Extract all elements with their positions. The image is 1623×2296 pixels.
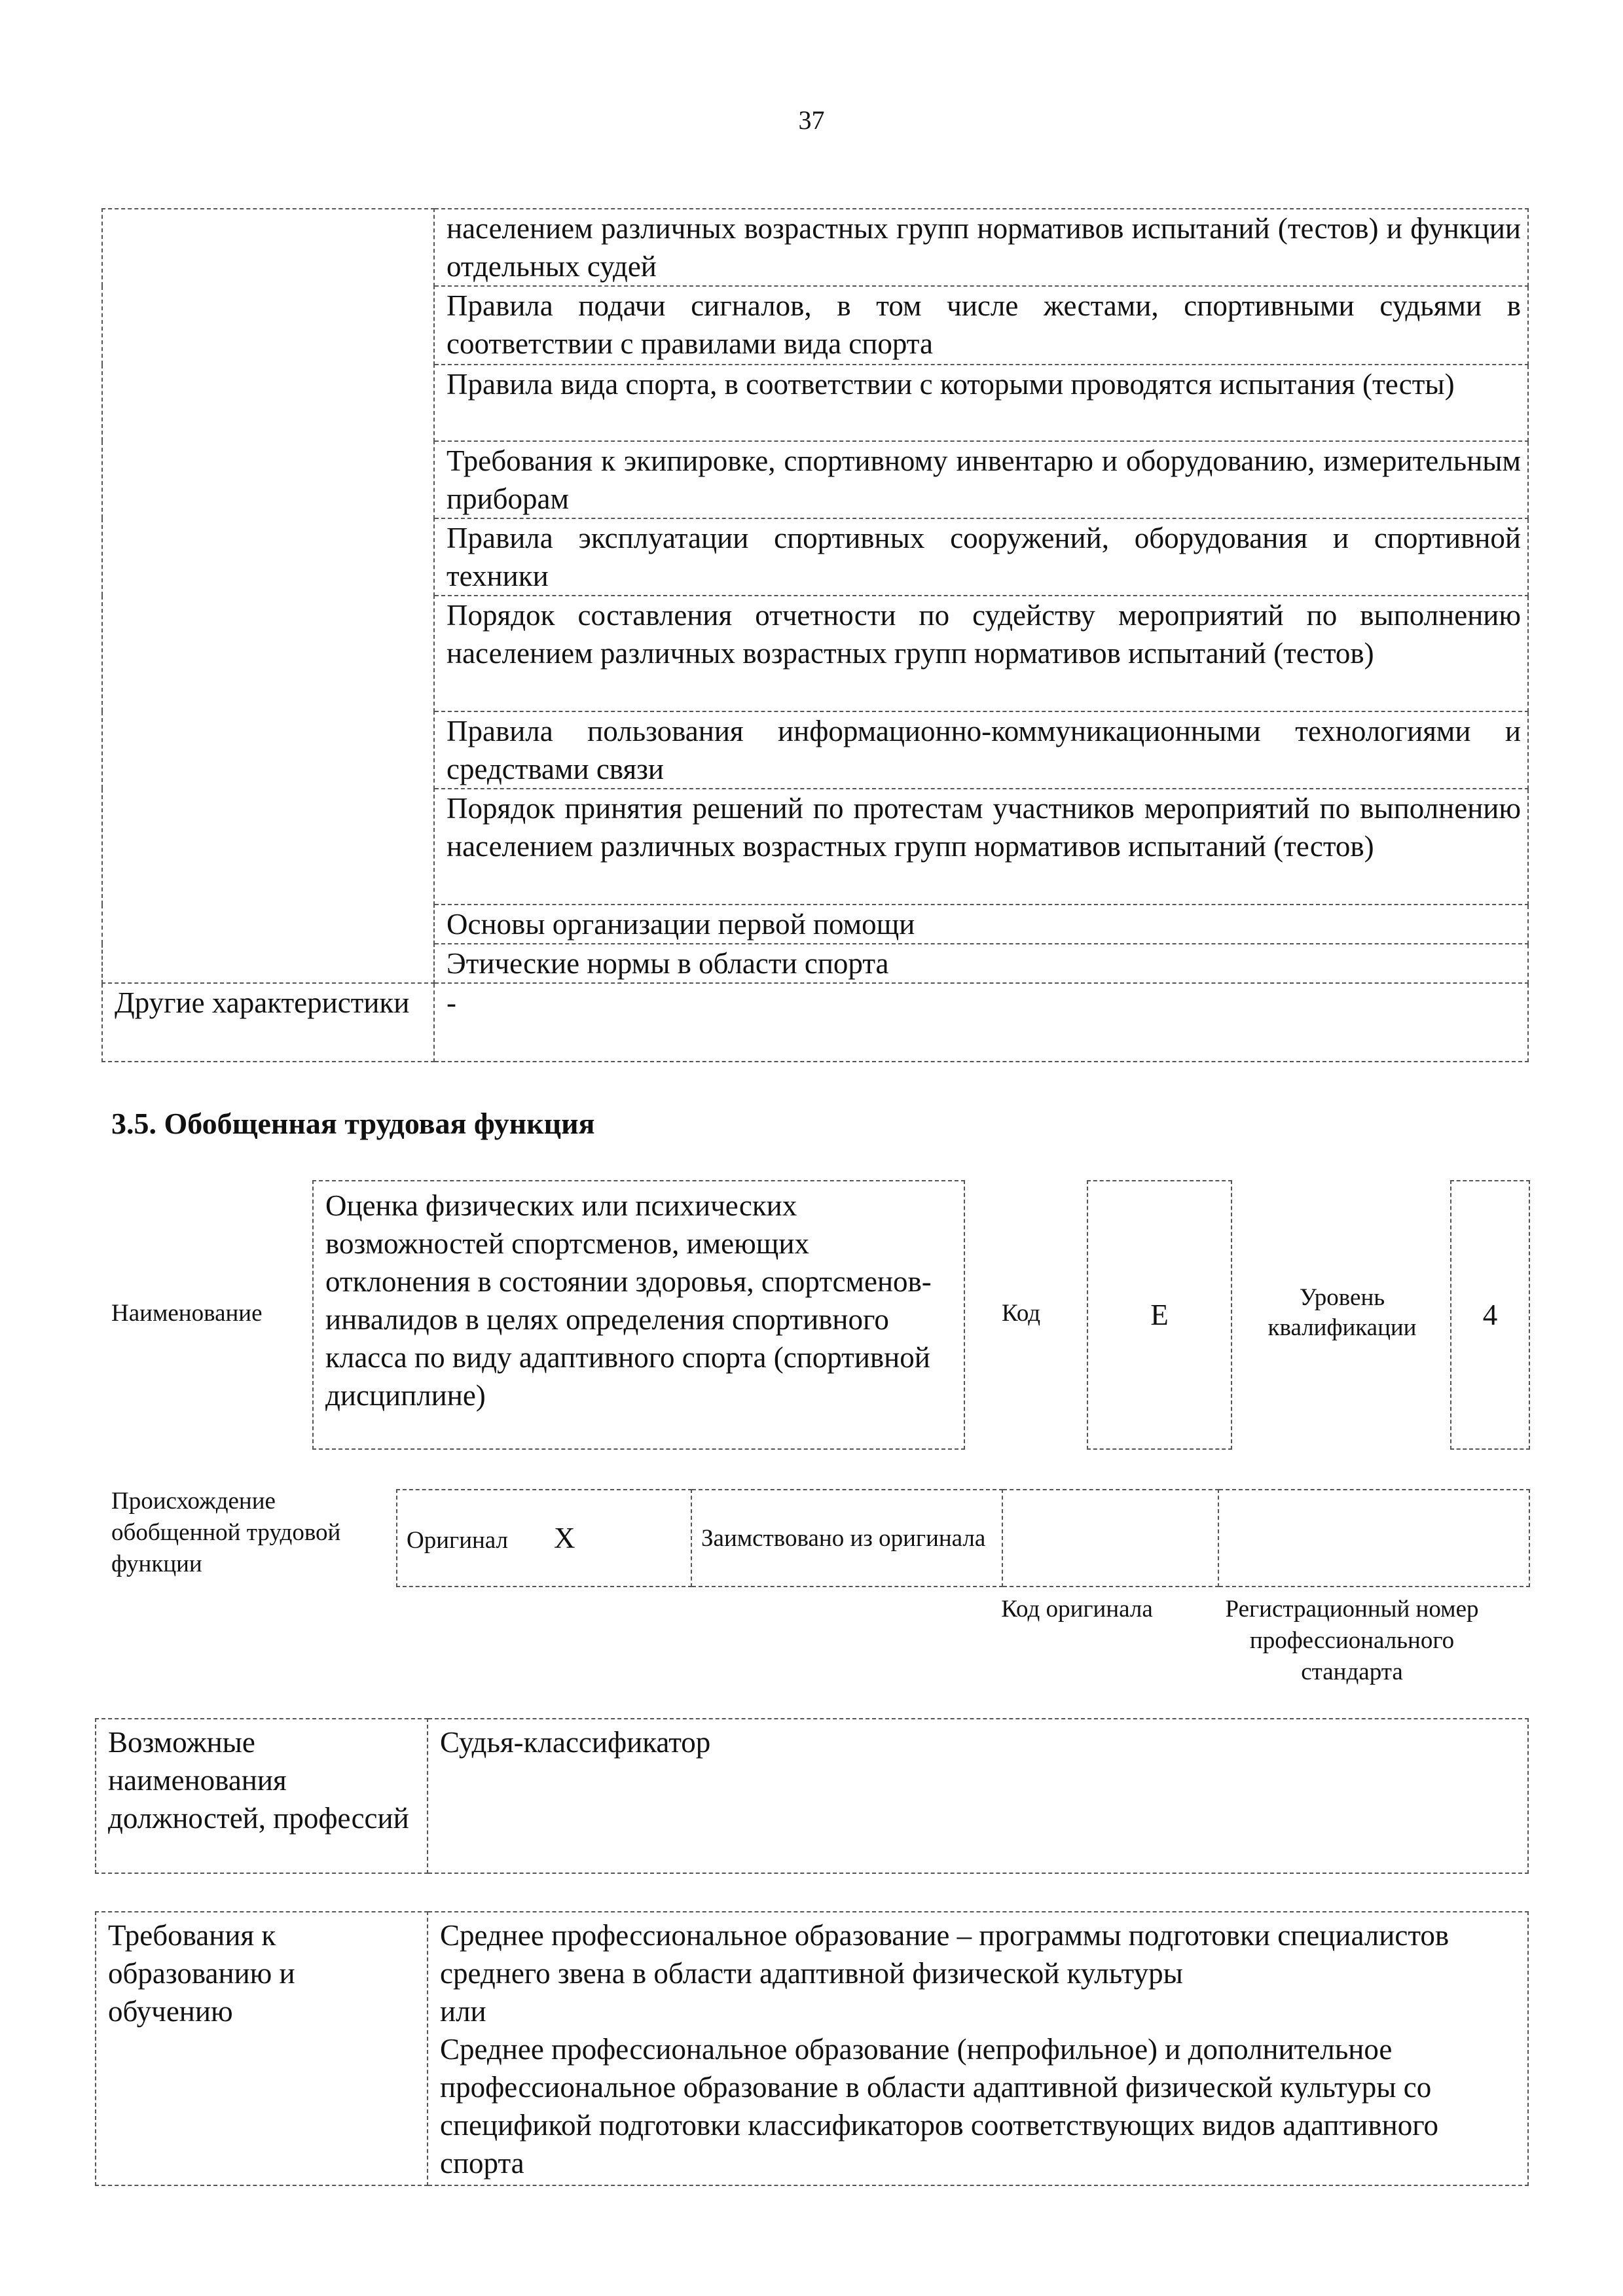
origin-table	[396, 1489, 1530, 1587]
knowledge-item: Порядок принятия решений по протестам участников мероприятий по выполнению населением различных возрастных групп нормативов испытаний (тестов)	[434, 789, 1528, 905]
education-line: Среднее профессиональное образование (непрофильное) и дополнительное профессиональное образование в области адаптивной физической культуры со спецификой подготовки классификаторов соответствующих видов адаптивного спорта	[440, 2033, 1439, 2179]
gf-code-label: Код	[1002, 1300, 1041, 1327]
gf-level-value: 4	[1450, 1180, 1530, 1450]
origin-code-cell	[1002, 1490, 1218, 1587]
positions-label: Возможные наименования должностей, профессий	[96, 1719, 428, 1873]
origin-code-caption: Код оригинала	[1001, 1596, 1153, 1623]
knowledge-item: Порядок составления отчетности по судейству мероприятий по выполнению населением различных возрастных групп нормативов испытаний (тестов)	[434, 596, 1528, 711]
education-line: или	[440, 1995, 486, 2028]
other-characteristics-label: Другие характеристики	[102, 983, 434, 1062]
knowledge-item: Правила пользования информационно-коммуникационными технологиями и средствами связи	[434, 711, 1528, 789]
origin-label: Происхождение обобщенной трудовой функции	[111, 1488, 341, 1577]
table-row	[102, 983, 1528, 1062]
gf-level-label: Уровень квалификации	[1267, 1284, 1417, 1341]
origin-original-cell	[397, 1490, 691, 1587]
knowledge-item: населением различных возрастных групп нормативов испытаний (тестов) и функции отдельных судей	[434, 209, 1528, 286]
knowledge-item: Требования к экипировке, спортивному инвентарю и оборудованию, измерительным приборам	[434, 441, 1528, 518]
knowledge-item: Правила вида спорта, в соответствии с которыми проводятся испытания (тесты)	[434, 365, 1528, 441]
table-row	[96, 1912, 1528, 2185]
table-row	[96, 1719, 1528, 1873]
gf-name-value: Оценка физических или психических возможностей спортсменов, имеющих отклонения в состоянии здоровья, спортсменов-инвалидов в целях определения спортивного класса по виду адаптивного спорта (спортивной дисциплине)	[312, 1180, 965, 1450]
section-title: 3.5. Обобщенная трудовая функция	[111, 1107, 595, 1140]
origin-original-mark: X	[554, 1522, 575, 1554]
education-table	[95, 1911, 1529, 2186]
knowledge-item: Правила подачи сигналов, в том числе жестами, спортивными судьями в соответствии с правилами вида спорта	[434, 286, 1528, 365]
positions-value: Судья-классификатор	[428, 1719, 1528, 1873]
gf-name-label: Наименование	[111, 1300, 263, 1327]
education-value	[428, 1912, 1528, 2185]
origin-borrowed-cell: Заимствовано из оригинала	[691, 1490, 1002, 1587]
gf-code-value: E	[1087, 1180, 1232, 1450]
page-number: 37	[798, 105, 825, 135]
other-characteristics-value: -	[434, 983, 1528, 1062]
education-line: Среднее профессиональное образование – программы подготовки специалистов среднего звена в области адаптивной физической культуры	[440, 1919, 1450, 1990]
origin-reg-caption: Регистрационный номер профессионального стандарта	[1225, 1596, 1479, 1685]
table-row	[102, 209, 1528, 286]
knowledge-table	[101, 208, 1529, 1062]
origin-reg-number-cell	[1218, 1490, 1529, 1587]
education-label: Требования к образованию и обучению	[96, 1912, 428, 2185]
knowledge-label-cell	[102, 209, 434, 983]
positions-table	[95, 1718, 1529, 1874]
table-row	[397, 1490, 1529, 1587]
knowledge-item: Этические нормы в области спорта	[434, 944, 1528, 983]
knowledge-item: Правила эксплуатации спортивных сооружений, оборудования и спортивной техники	[434, 518, 1528, 596]
knowledge-item: Основы организации первой помощи	[434, 905, 1528, 944]
origin-original-label: Оригинал	[407, 1527, 509, 1554]
